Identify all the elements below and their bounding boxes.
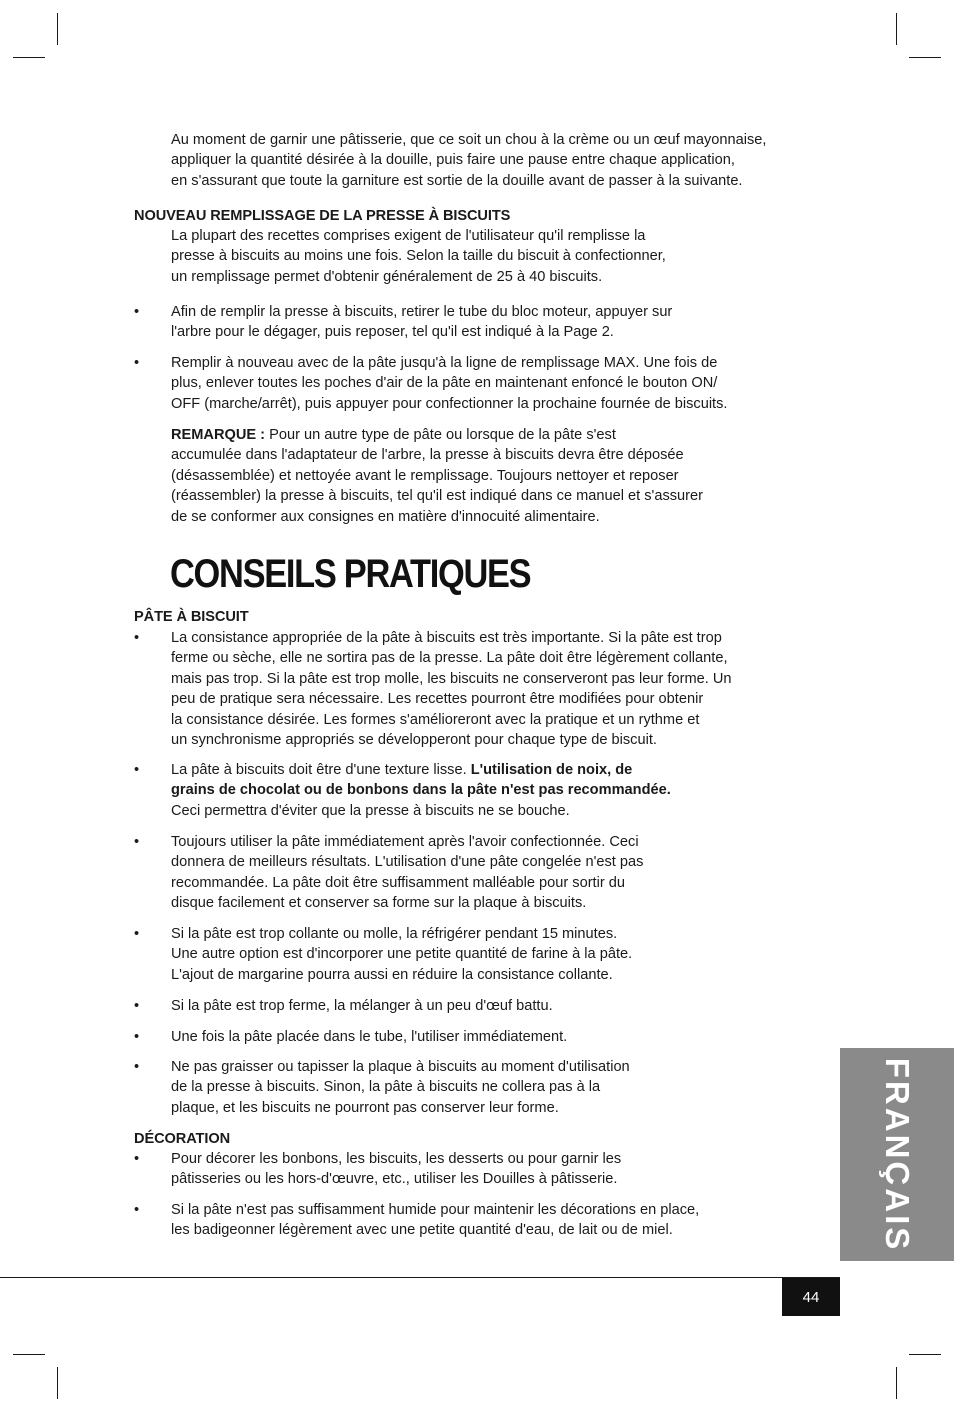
bullet-marker: • <box>134 1151 140 1167</box>
bullet-marker: • <box>134 1029 140 1045</box>
crop-mark <box>909 57 941 58</box>
crop-mark <box>909 1354 941 1355</box>
dough-bullet-1: La consistance appropriée de la pâte à biscuits est très importante. Si la pâte est trop ferme ou sèche, elle ne sortira pas de la presse. La pâte doit être légèrement collante, mais pas trop. Si la pâte est trop molle, les biscuits ne conserveront pas leur forme. Un peu de pratique sera nécessaire. Les recettes pourront être modifiées pour obtenir la consistance désirée. Les formes s'amélioreront avec la pratique et un rythme et un synchronisme appropriés se développeront pour chaque type de biscuit. <box>171 630 732 749</box>
decoration-bullet-2: Si la pâte n'est pas suffisamment humide pour maintenir les décorations en place, les badigeonner légèrement avec une petite quantité d'eau, de lait ou de miel. <box>171 1202 700 1239</box>
bullet-marker: • <box>134 762 140 778</box>
refill-intro: La plupart des recettes comprises exigent de l'utilisateur qu'il remplisse la presse à biscuits au moins une fois. Selon la taille du biscuit à confectionner, un remplissage permet d'obtenir généralement de 25 à 40 biscuits. <box>171 228 666 285</box>
decoration-heading: DÉCORATION <box>134 1131 231 1147</box>
dough-bullet-6: Une fois la pâte placée dans le tube, l'utiliser immédiatement. <box>171 1029 568 1045</box>
dough-bullet-2-end: Ceci permettra d'éviter que la presse à biscuits ne se bouche. <box>171 802 570 819</box>
crop-mark <box>13 1354 45 1355</box>
bullet-marker: • <box>134 304 140 320</box>
crop-mark <box>13 57 45 58</box>
bullet-marker: • <box>134 630 140 646</box>
refill-bullet-1: Afin de remplir la presse à biscuits, retirer le tube du bloc moteur, appuyer sur l'arbre pour le dégager, puis reposer, tel qu'il est indiqué à la Page 2. <box>171 304 673 341</box>
dough-bullet-5: Si la pâte est trop ferme, la mélanger à un peu d'œuf battu. <box>171 998 553 1014</box>
language-tab <box>840 1048 954 1261</box>
dough-bullet-3: Toujours utiliser la pâte immédiatement après l'avoir confectionnée. Ceci donnera de meilleurs résultats. L'utilisation d'une pâte congelée n'est pas recommandée. La pâte doit être suffisamment malléable pour sortir du disque facilement et conserver sa forme sur la plaque à biscuits. <box>171 834 644 912</box>
page-number: 44 <box>782 1278 840 1316</box>
bullet-marker: • <box>134 834 140 850</box>
crop-mark <box>896 13 897 45</box>
dough-bullet-2 <box>171 760 851 821</box>
crop-mark <box>57 1367 58 1399</box>
refill-heading: NOUVEAU REMPLISSAGE DE LA PRESSE À BISCUITS <box>134 208 511 224</box>
bullet-marker: • <box>134 1059 140 1075</box>
dough-heading: PÂTE À BISCUIT <box>134 609 249 625</box>
crop-mark <box>896 1367 897 1399</box>
language-tab-label: FRANÇAIS <box>879 1057 916 1252</box>
dough-bullet-4: Si la pâte est trop collante ou molle, la réfrigérer pendant 15 minutes. Une autre option est d'incorporer une petite quantité de farine à la pâte. L'ajout de margarine pourra aussi en réduire la consistance collante. <box>171 926 633 983</box>
section-title: CONSEILS PRATIQUES <box>170 552 531 596</box>
bullet-marker: • <box>134 1202 140 1218</box>
footer-rule <box>0 1277 840 1278</box>
dough-bullet-7: Ne pas graisser ou tapisser la plaque à biscuits au moment d'utilisation de la presse à biscuits. Sinon, la pâte à biscuits ne collera pas à la plaque, et les biscuits ne pourront pas conserver leur forme. <box>171 1059 630 1116</box>
bullet-marker: • <box>134 355 140 371</box>
note-label: REMARQUE : <box>171 427 266 443</box>
intro-paragraph: Au moment de garnir une pâtisserie, que ce soit un chou à la crème ou un œuf mayonnaise, appliquer la quantité désirée à la douille, puis faire une pause entre chaque application, en s'assurant que toute la garniture est sortie de la douille avant de passer à la suivante. <box>171 132 767 189</box>
note-text: Pour un autre type de pâte ou lorsque de la pâte s'est accumulée dans l'adaptateur de l'arbre, la presse à biscuits devra être déposée (désassemblée) et nettoyée avant le remplissage. Toujours nettoyer et reposer (réassembler) la presse à biscuits, tel qu'il est indiqué dans ce manuel et s'assurer de se conformer aux consignes en matière d'innocuité alimentaire. <box>171 427 704 525</box>
dough-bullet-2-start: La pâte à biscuits doit être d'une texture lisse. <box>171 762 471 778</box>
crop-mark <box>57 13 58 45</box>
dough-bullet-2-bold: L'utilisation de noix, de grains de chocolat ou de bonbons dans la pâte n'est pas recommandée. <box>171 762 671 799</box>
bullet-marker: • <box>134 998 140 1014</box>
refill-bullet-2: Remplir à nouveau avec de la pâte jusqu'à la ligne de remplissage MAX. Une fois de plus, enlever toutes les poches d'air de la pâte en maintenant enfoncé le bouton ON/ OFF (marche/arrêt), puis appuyer pour confectionner la prochaine fournée de biscuits. <box>171 355 728 412</box>
bullet-marker: • <box>134 926 140 942</box>
decoration-bullet-1: Pour décorer les bonbons, les biscuits, les desserts ou pour garnir les pâtisseries ou les hors-d'œuvre, etc., utiliser les Douilles à pâtisserie. <box>171 1151 622 1188</box>
refill-note <box>171 425 851 527</box>
